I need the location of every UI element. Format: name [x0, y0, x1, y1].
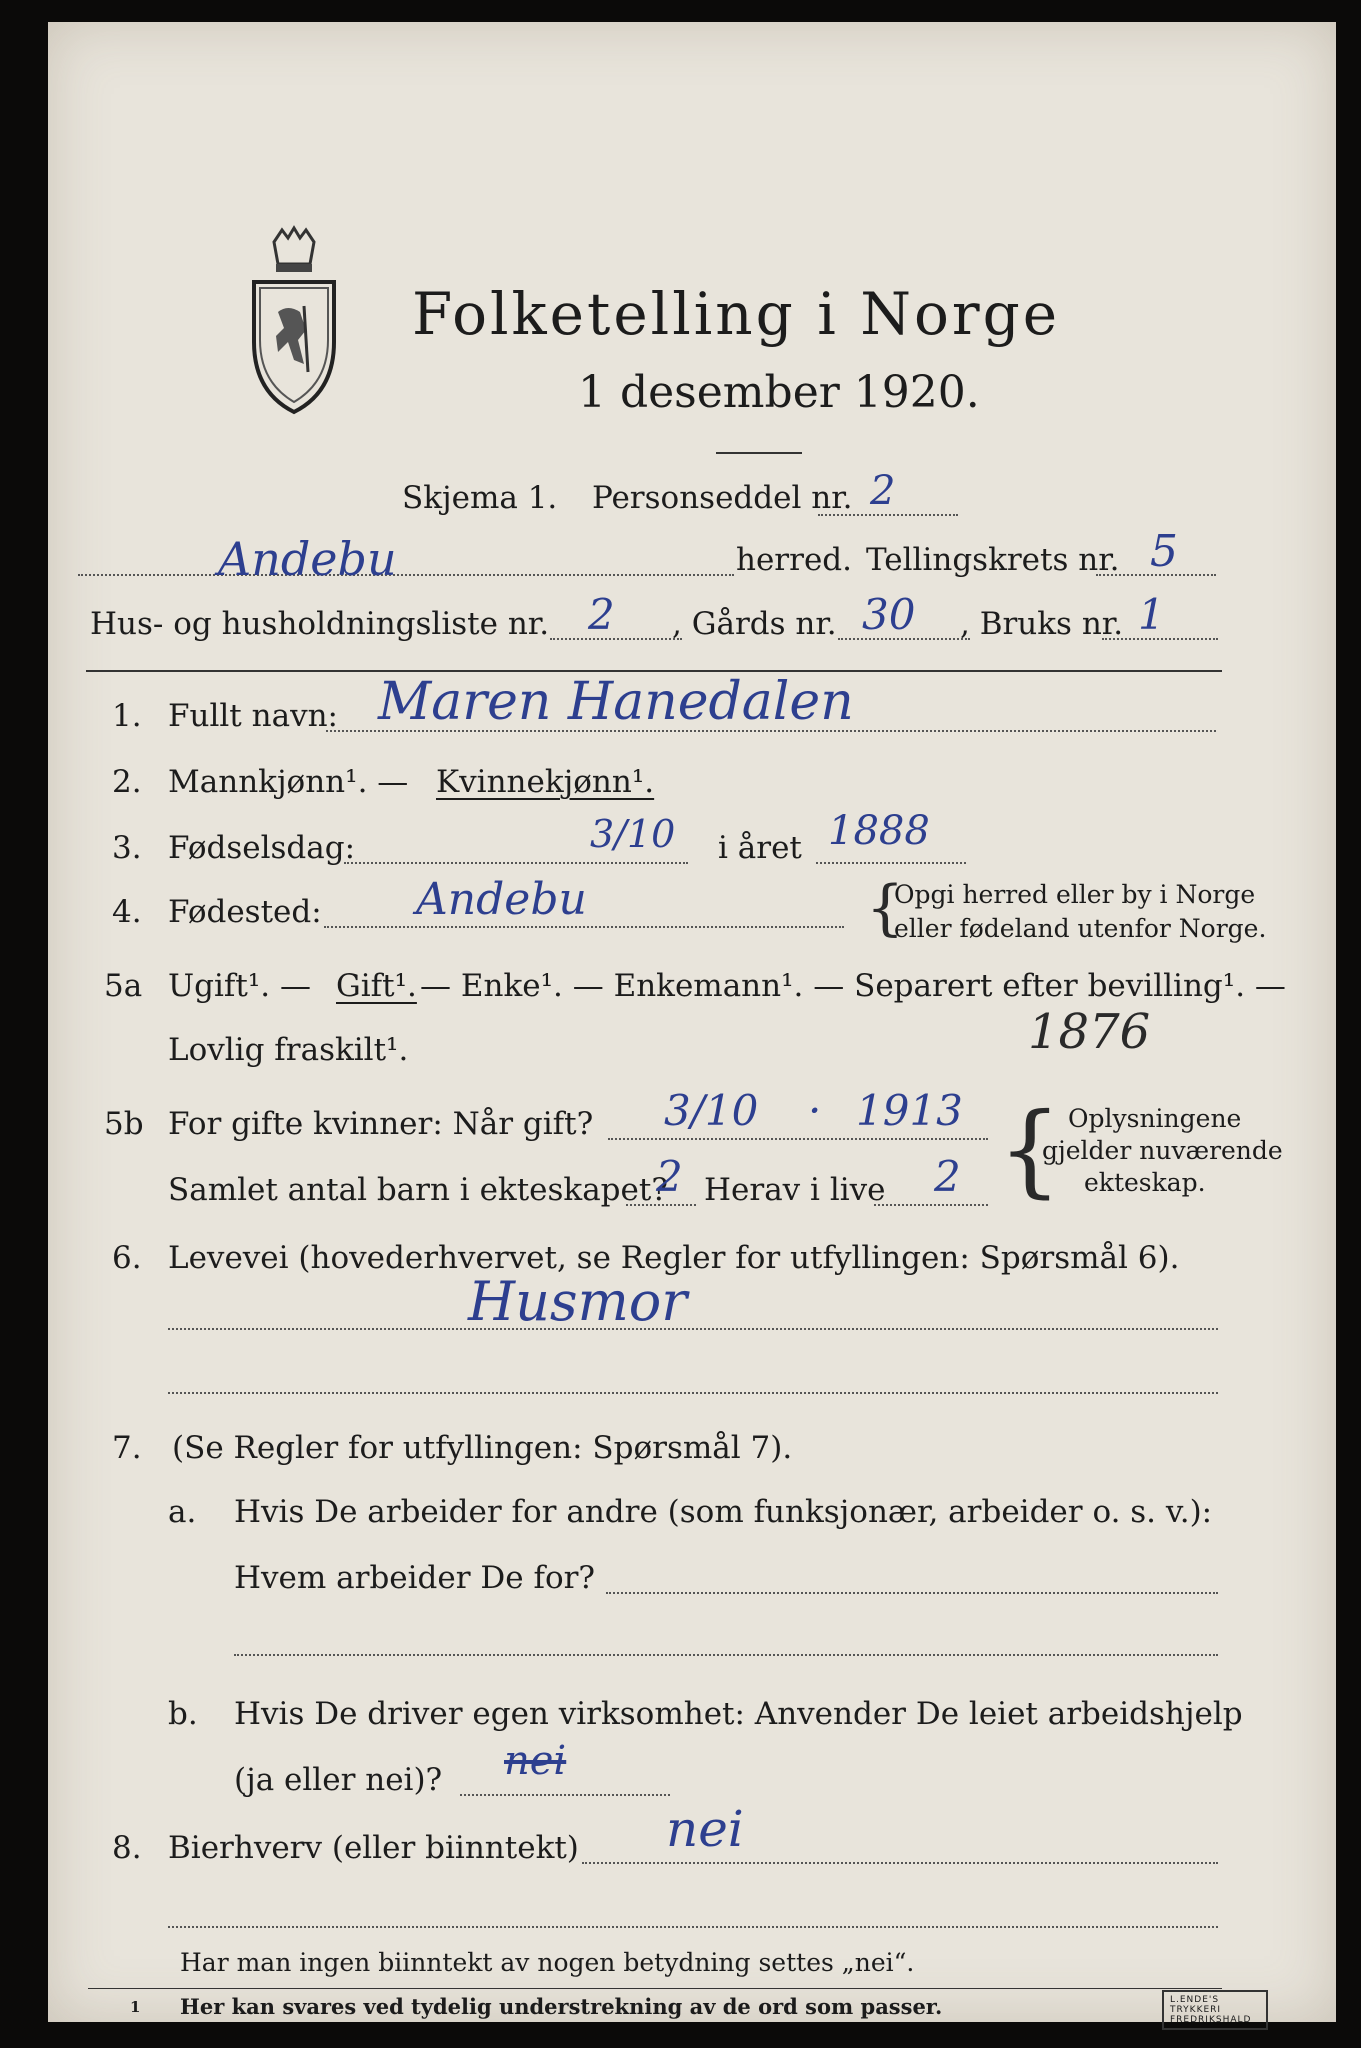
- hired-help-label: (ja eller nei)?: [234, 1762, 443, 1798]
- full-name-label: Fullt navn:: [168, 698, 338, 734]
- side-income-value: nei: [666, 1800, 744, 1858]
- birthdate-value: 3/10: [590, 812, 676, 856]
- occupation-value: Husmor: [468, 1270, 688, 1333]
- marriage-note-1: Oplysningene: [1068, 1104, 1242, 1133]
- hus-label: Hus- og husholdningsliste nr.: [90, 606, 550, 642]
- side-income-label: Bierhverv (eller biinntekt): [168, 1830, 579, 1866]
- male-option: Mannkjønn¹. —: [168, 764, 409, 800]
- bruks-label: , Bruks nr.: [960, 606, 1124, 642]
- married-date-value: 3/10: [664, 1086, 759, 1135]
- census-form: Folketelling i Norge 1 desember 1920. Skjema 1. Personseddel nr. 2 Andebu herred. Tellingskrets nr. 5 Hus- og husholdningsliste nr. 2 , Gårds nr. 30 , Bruks nr. 1 1. Fullt navn: Maren Hanedalen 2. Mannkjønn¹. — Kvinnekjønn¹. 3. Fødselsdag: 3/10 i året 1888 4. Fødested: Andebu { Opgi herred eller by i Norge eller fødeland utenfor Norge. 5a Ugift¹. — Gift¹. — Enke¹. — Enkemann¹. — Separert efter bevilling¹. — Lovlig fraskilt¹. 1876 5b For gifte kvinner: Når gift? 3/10 · 1913 Samlet antal barn i ekteskapet? 2 Herav i live 2 { Oplysningene gjelder nuværende ekteskap. 6. Levevei (hovederhvervet, se Regler for utfyllingen: Spørsmål 6). Husmor 7. (Se Regler for utfyllingen: Spørsmål 7). a. Hvis De arbeider for andre (som funksjonær, arbeider o. s. v.): Hvem arbeider De for? b. Hvis De driver egen virksomhet: Anvender De leiet arbeidshjelp (ja eller nei)? nei 8. Bierhverv (eller biinntekt) nei Har man ingen biinntekt av nogen betydning settes „nei“. 1 Her kan svares ved tydelig understrekning av de ord som passer. L.ENDE'S TRYKKERI FREDRIKSHALD: [48, 22, 1336, 2022]
- birthplace-value: Andebu: [416, 874, 587, 925]
- birthplace-note-1: Opgi herred eller by i Norge: [894, 880, 1256, 909]
- children-total-value: 2: [656, 1152, 683, 1201]
- marriage-note-3: ekteskap.: [1084, 1168, 1206, 1197]
- personseddel-value: 2: [870, 468, 896, 514]
- occupation-label: Levevei (hovederhvervet, se Regler for utfyllingen: Spørsmål 6).: [168, 1240, 1180, 1276]
- herred-value: Andebu: [218, 532, 397, 586]
- gards-label: , Gårds nr.: [672, 606, 837, 642]
- tellingskrets-label: Tellingskrets nr.: [866, 542, 1120, 578]
- married-when-label: For gifte kvinner: Når gift?: [168, 1106, 594, 1142]
- gards-value: 30: [862, 590, 916, 639]
- q7-label: (Se Regler for utfyllingen: Spørsmål 7).: [172, 1430, 793, 1466]
- title-divider: [716, 452, 802, 454]
- form-title: Folketelling i Norge: [412, 280, 1061, 348]
- marital-other-options: — Enke¹. — Enkemann¹. — Separert efter bevilling¹. —: [420, 968, 1286, 1004]
- printer-stamp: L.ENDE'S TRYKKERI FREDRIKSHALD: [1162, 1990, 1268, 2030]
- married-option: Gift¹.: [336, 968, 417, 1004]
- marriage-note-2: gjelder nuværende: [1042, 1136, 1283, 1165]
- census-date: 1 desember 1920.: [578, 367, 980, 418]
- employer-label: Hvem arbeider De for?: [234, 1560, 596, 1596]
- children-total-label: Samlet antal barn i ekteskapet?: [168, 1172, 668, 1208]
- herred-label: herred.: [736, 542, 852, 578]
- no-income-note: Har man ingen biinntekt av nogen betydning settes „nei“.: [180, 1948, 915, 1977]
- own-business-label: Hvis De driver egen virksomhet: Anvender De leiet arbeidshjelp: [234, 1696, 1243, 1732]
- tellingskrets-value: 5: [1150, 526, 1178, 577]
- birthdate-label: Fødselsdag:: [168, 830, 356, 866]
- bruks-value: 1: [1138, 590, 1165, 639]
- unmarried-option: Ugift¹. —: [168, 968, 311, 1004]
- hired-help-value: nei: [504, 1738, 567, 1784]
- coat-of-arms-icon: [244, 222, 344, 422]
- divorced-option: Lovlig fraskilt¹.: [168, 1032, 409, 1068]
- children-alive-value: 2: [934, 1152, 961, 1201]
- schema-label: Skjema 1.: [402, 480, 558, 516]
- birth-year-value: 1888: [828, 808, 930, 854]
- personseddel-label: Personseddel nr.: [592, 480, 853, 516]
- birth-year-label: i året: [718, 830, 802, 866]
- footnote: Her kan svares ved tydelig understrekning av de ord som passer.: [180, 1994, 943, 2019]
- female-option: Kvinnekjønn¹.: [436, 764, 655, 800]
- married-year-value: 1913: [856, 1086, 963, 1135]
- children-alive-label: Herav i live: [704, 1172, 886, 1208]
- works-for-others-label: Hvis De arbeider for andre (som funksjonær, arbeider o. s. v.):: [234, 1494, 1213, 1530]
- birthplace-label: Fødested:: [168, 894, 322, 930]
- margin-year-note: 1876: [1028, 1004, 1151, 1060]
- hus-value: 2: [588, 590, 615, 639]
- birthplace-note-2: eller fødeland utenfor Norge.: [894, 914, 1267, 943]
- full-name-value: Maren Hanedalen: [378, 672, 854, 732]
